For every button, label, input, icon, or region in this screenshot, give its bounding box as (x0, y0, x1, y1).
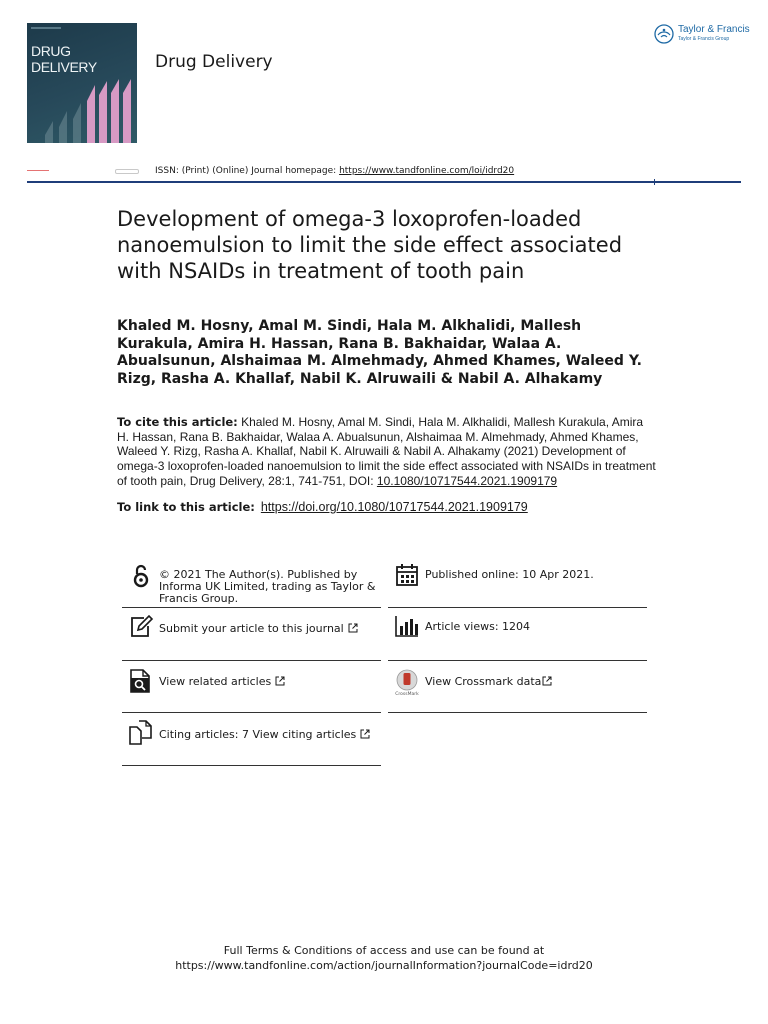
issn-text: ISSN: (Print) (Online) Journal homepage: (155, 166, 340, 176)
journal-name: Drug Delivery (155, 52, 273, 72)
publisher-logo[interactable] (654, 22, 750, 46)
license-cell (122, 560, 381, 608)
crossmark-link[interactable] (425, 676, 640, 688)
citing-articles-text: Citing articles: 7 View citing articles (159, 728, 357, 741)
open-access-icon (128, 563, 154, 589)
related-articles-icon (128, 668, 154, 694)
citing-articles-link[interactable] (159, 729, 384, 741)
citing-articles-cell[interactable] (122, 713, 381, 766)
external-link-icon (360, 729, 370, 739)
crossmark-icon (393, 669, 421, 697)
related-articles-text: View related articles (159, 675, 272, 688)
decorative-red-mark (27, 170, 49, 171)
external-link-icon (348, 623, 358, 633)
journal-cover (27, 23, 137, 143)
article-views-text: Article views: 1204 (425, 620, 531, 633)
external-link-icon (542, 676, 552, 686)
calendar-icon (394, 562, 420, 588)
article-authors: Khaled M. Hosny, Amal M. Sindi, Hala M. Alkhalidi, Mallesh Kurakula, Amira H. Hassan, Rana B. Bakhaidar, Walaa A. Abualsunun, Alshaimaa M. Almehmady, Ahmed Khames, Waleed Y. Rizg, Rasha A. Khallaf, Nabil K. Alruwaili & Nabil A. Alhakamy (117, 318, 642, 387)
footer-terms-url[interactable]: https://www.tandfonline.com/action/journalInformation?journalCode=idrd20 (175, 959, 593, 972)
header-rule-tick (654, 179, 655, 185)
citing-articles-icon (128, 719, 154, 745)
article-views-cell (388, 608, 647, 661)
cite-text: Khaled M. Hosny, Amal M. Sindi, Hala M. Alkhalidi, Mallesh Kurakula, Amira H. Hassan, Rana B. Bakhaidar, Walaa A. Abualsunun, Alshaimaa M. Almehmady, Ahmed Khames, Waleed Y. Rizg, Rasha A. Khallaf, Nabil K. Alruwaili & Nabil A. Alhakamy (2021) Development of omega-3 loxoprofen-loaded nanoemulsion to limit the side effect associated with NSAIDs in treatment of tooth pain, Drug Delivery, 28:1, 741-751, DOI: (117, 415, 656, 488)
cover-stripes-graphic (27, 23, 137, 143)
related-articles-cell[interactable] (122, 661, 381, 713)
bar-chart-icon (394, 613, 420, 639)
license-text: © 2021 The Author(s). Published by Informa UK Limited, trading as Taylor & Francis Group. (159, 568, 376, 605)
publisher-group: Taylor & Francis Group (678, 36, 730, 42)
journal-homepage-link[interactable]: https://www.tandfonline.com/loi/idrd20 (339, 166, 515, 176)
header-rule (27, 181, 741, 183)
issn-line (155, 166, 514, 176)
published-cell (388, 560, 647, 608)
related-articles-link[interactable] (159, 676, 384, 688)
submit-article-text: Submit your article to this journal (159, 622, 344, 635)
article-doi-link[interactable]: https://doi.org/10.1080/10717544.2021.1909179 (260, 500, 528, 514)
article-link-line (117, 500, 657, 514)
published-date-text: Published online: 10 Apr 2021. (425, 568, 594, 581)
footer (134, 943, 634, 973)
cite-label: To cite this article: (117, 415, 238, 429)
link-label: To link to this article: (117, 500, 255, 514)
crossmark-text: View Crossmark data (425, 675, 542, 688)
article-title: Development of omega-3 loxoprofen-loaded nanoemulsion to limit the side effect associated with NSAIDs in treatment of tooth pain (117, 207, 623, 283)
publisher-name: Taylor & Francis (678, 24, 750, 35)
footer-terms-text: Full Terms & Conditions of access and use can be found at (223, 944, 545, 957)
citation (117, 415, 657, 489)
external-link-icon (275, 676, 285, 686)
edit-icon (128, 614, 154, 640)
crossmark-cell[interactable] (388, 661, 647, 713)
cite-doi-link[interactable]: 10.1080/10717544.2021.1909179 (376, 473, 558, 488)
publisher-logo-icon (654, 24, 674, 44)
submit-article-link[interactable] (159, 623, 384, 635)
submit-article-cell[interactable] (122, 608, 381, 661)
crossmark-logo-text: CrossMark (395, 692, 419, 697)
decorative-grey-mark (115, 169, 139, 174)
cover-title: DRUG DELIVERY (31, 43, 97, 75)
